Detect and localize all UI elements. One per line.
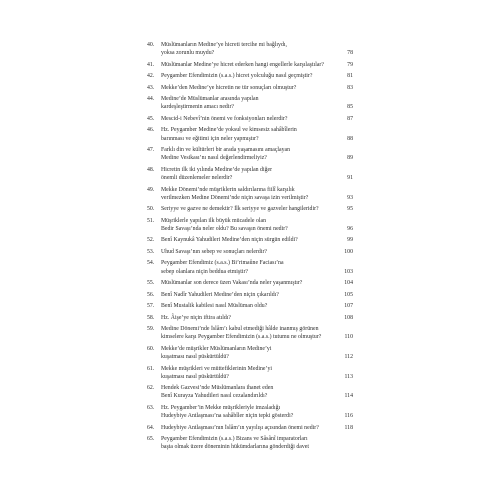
toc-entry-number: 63. — [147, 404, 155, 411]
toc-entry — [147, 325, 353, 341]
toc-entry — [147, 95, 353, 111]
toc-entry-title-line: Hendek Gazvesi’nde Müslümanlara ihanet eden — [161, 385, 274, 392]
toc-entry — [147, 435, 353, 451]
toc-entry-number: 51. — [147, 217, 155, 224]
toc-entry-page-number: 104 — [344, 280, 353, 287]
toc-entry-number: 64. — [147, 424, 155, 431]
toc-entry-title-line: kuşatması nasıl püskürtüldü? — [161, 373, 229, 380]
toc-entry-title-line: verilmezken Medine Dönemi’nde niçin savaşa izin verilmiştir? — [161, 194, 309, 201]
toc-entry-title-line: Benî Kurayza Yahudileri nasıl cezalandırıldı? — [161, 393, 268, 400]
toc-entry-title-line: başta olmak üzere döneminin hükümdarlarına gönderdiği davet — [161, 444, 309, 451]
toc-entry-number: 62. — [147, 385, 155, 392]
toc-entry — [147, 217, 353, 233]
toc-entry-title-line: Medine’de Müslümanlar arasında yapılan — [161, 96, 259, 103]
toc-entry-title-line: Mekke Dönemi’nde müşriklerin saldırılarına fiilî karşılık — [161, 186, 295, 193]
toc-entry-page-number: 79 — [347, 61, 353, 68]
toc-entry-title-line: Hz. Peygamber’in Mekke müşrikleriyle imzaladığı — [161, 404, 281, 411]
toc-entry-number: 45. — [147, 115, 155, 122]
toc-entry-number: 59. — [147, 326, 155, 333]
toc-entry-page-number: 91 — [347, 175, 353, 182]
toc-entry-number: 42. — [147, 73, 155, 80]
toc-entry-title-line: Hudeybiye Antlaşması’na sahâbîler niçin tepki gösterdi? — [161, 413, 294, 420]
toc-entry-number: 52. — [147, 237, 155, 244]
toc-entry-page-number: 95 — [347, 206, 353, 213]
toc-entry-number: 40. — [147, 42, 155, 48]
toc-entry-title-line: yoksa zorunlu muydu? — [161, 50, 215, 57]
toc-entry-title-line: Medine Dönemi’nde İslâm’ı kabul etmediği hâlde inanmış görünen — [161, 326, 319, 333]
toc-entry-title-line: Hicretin ilk iki yılında Medine’de yapılan diğer — [161, 166, 273, 173]
toc-entry — [147, 291, 353, 299]
toc-entry-number: 50. — [147, 206, 155, 213]
toc-entry-title-line: sebep olanlara niçin beddua etmiştir? — [161, 268, 249, 275]
toc-entry — [147, 205, 353, 213]
toc-entry-page-number: 112 — [344, 354, 353, 361]
toc-entry-page-number: 107 — [344, 303, 353, 310]
toc-entry-title-line: Müslümanlar son derece üzen Vakası’nda neler yaşanmıştır? — [161, 280, 303, 287]
toc-entry-page-number: 87 — [347, 115, 353, 122]
toc-entry-title-line: Müslümanlar Medine’ye hicret ederken hangi engellerle karşılaştılar? — [161, 61, 324, 68]
toc-entry-title-line: Seriyye ve gazve ne demektir? İlk seriyye ve gazveler hangileridir? — [161, 206, 319, 213]
toc-entry — [147, 41, 353, 57]
toc-entry-number: 57. — [147, 303, 155, 310]
toc-entry-number: 47. — [147, 147, 155, 154]
toc-entry-title-line: Mekke’de müşrikler Müslümanların Medine’yi — [161, 345, 272, 352]
toc-entry — [147, 279, 353, 287]
toc-entry-page-number: 81 — [347, 73, 353, 80]
toc-entry — [147, 384, 353, 400]
toc-entry-number: 48. — [147, 166, 155, 173]
toc-entry — [147, 166, 353, 182]
toc-entry — [147, 146, 353, 162]
toc-entry-title-line: Mekke müşrikleri ve müttefiklerinin Medine’yi — [161, 365, 273, 372]
toc-entry-title-line: kardeşleştirmenin amacı nedir? — [161, 104, 235, 111]
toc-entry — [147, 345, 353, 361]
toc-entry-title-line: Müşriklerle yapılan ilk büyük mücadele olan — [161, 217, 267, 224]
toc-entry-number: 55. — [147, 280, 155, 287]
toc-entry-page-number: 78 — [347, 50, 353, 57]
toc-entry-page-number: 88 — [347, 135, 353, 142]
toc-entry-title-line: Mescid-i Nebevî’nin önemi ve fonksiyonları nelerdir? — [161, 115, 288, 122]
toc-entry — [147, 84, 353, 92]
toc-entry-title-line: Medine Vesikası’nı nasıl değerlendirmeliyiz? — [161, 155, 267, 162]
toc-entry-title-line: Uhud Savaşı’nın sebep ve sonuçları nelerdir? — [161, 248, 267, 255]
toc-entry-number: 53. — [147, 248, 155, 255]
toc-entry-title-line: Hz. Âişe’ye niçin iftira atıldı? — [161, 314, 232, 321]
toc-entry-page-number: 83 — [347, 84, 353, 91]
toc-entry — [147, 404, 353, 420]
toc-entry-title-line: barınması ve eğitimi için neler yapmıştır? — [161, 135, 259, 142]
toc-entry — [147, 424, 353, 432]
toc-entry-title-line: Peygamber Efendimiz (s.a.s.) Bi’rimaûne Faciası’na — [161, 260, 284, 267]
toc-entry — [147, 302, 353, 310]
toc-entry-number: 56. — [147, 291, 155, 298]
toc-entry-title-line: Benî Mustalik kabilesi nasıl Müslüman oldu? — [161, 303, 268, 310]
toc-entry-number: 41. — [147, 61, 155, 68]
toc-entry-title-line: Hz. Peygamber Medine’de yoksul ve kimsesiz sahâbîlerin — [161, 127, 297, 134]
toc-entry-title-line: kuşatması nasıl püskürtüldü? — [161, 354, 229, 361]
toc-entry-number: 43. — [147, 84, 155, 91]
toc-entry — [147, 259, 353, 275]
toc-entry — [147, 365, 353, 381]
toc-entry-title-line: Mekke’den Medine’ye hicretin ne tür sonuçları olmuştur? — [161, 84, 297, 91]
toc-entry-page-number: 99 — [347, 237, 353, 244]
toc-entry-number: 65. — [147, 436, 155, 443]
toc-entry — [147, 248, 353, 256]
toc-entry-number: 58. — [147, 314, 155, 321]
toc-entry — [147, 126, 353, 142]
toc-entry-number: 44. — [147, 96, 155, 103]
toc-entry-page-number: 93 — [347, 194, 353, 201]
toc-entry — [147, 72, 353, 80]
toc-entry-title-line: Bedir Savaşı’nda neler oldu? Bu savaşın önemi nedir? — [161, 225, 288, 232]
toc-entry-page-number: 118 — [344, 424, 353, 431]
toc-entry-title-line: Hudeybiye Antlaşması’nın İslâm’ın yayılışı açısından önemi nedir? — [161, 424, 319, 431]
toc-entry-title-line: Müslümanların Medine’ye hicreti tercihe mi bağlıydı, — [161, 42, 287, 48]
toc-entry-number: 54. — [147, 260, 155, 267]
toc-entry — [147, 314, 353, 322]
toc-entry — [147, 236, 353, 244]
toc-entry-page-number: 89 — [347, 155, 353, 162]
toc-entry-number: 46. — [147, 127, 155, 134]
toc-entry-number: 49. — [147, 186, 155, 193]
toc-entry-title-line: Peygamber Efendimizin (s.a.s.) hicret yolculuğu nasıl geçmiştir? — [161, 73, 313, 80]
toc-entry-title-line: Benî Nadîr Yahudileri Medine’den niçin çıkarıldı? — [161, 291, 279, 298]
toc-entry — [147, 61, 353, 69]
toc-entry-title-line: Farklı din ve kültürleri bir arada yaşamasını amaçlayan — [161, 147, 291, 154]
toc-entry-number: 61. — [147, 365, 155, 372]
toc-entry-page-number: 85 — [347, 104, 353, 111]
toc-entry-page-number: 113 — [344, 373, 353, 380]
toc-entry-page-number: 116 — [344, 413, 353, 420]
toc-entry-page-number: 103 — [344, 268, 353, 275]
toc-entry-page-number: 114 — [344, 393, 353, 400]
toc-entry — [147, 186, 353, 202]
toc-entry-title-line: önemli düzenlemeler nelerdir? — [161, 175, 233, 182]
toc-entry-page-number: 105 — [344, 291, 353, 298]
toc-entry-page-number: 96 — [347, 225, 353, 232]
toc-entry-title-line: kimselere karşı Peygamber Efendimizin (s.a.s.) tutumu ne olmuştur? — [161, 334, 322, 341]
table-of-contents — [147, 41, 353, 455]
toc-entry-title-line: Benî Kaynukâ Yahudileri Medine’den niçin sürgün edildi? — [161, 237, 298, 244]
toc-entry — [147, 115, 353, 123]
toc-entry-page-number: 110 — [344, 334, 353, 341]
toc-entry-page-number: 108 — [344, 314, 353, 321]
toc-entry-title-line: Peygamber Efendimizin (s.a.s.) Bizans ve Sâsânî imparatorları — [161, 436, 308, 443]
toc-entry-number: 60. — [147, 345, 155, 352]
toc-entry-page-number: 100 — [344, 248, 353, 255]
